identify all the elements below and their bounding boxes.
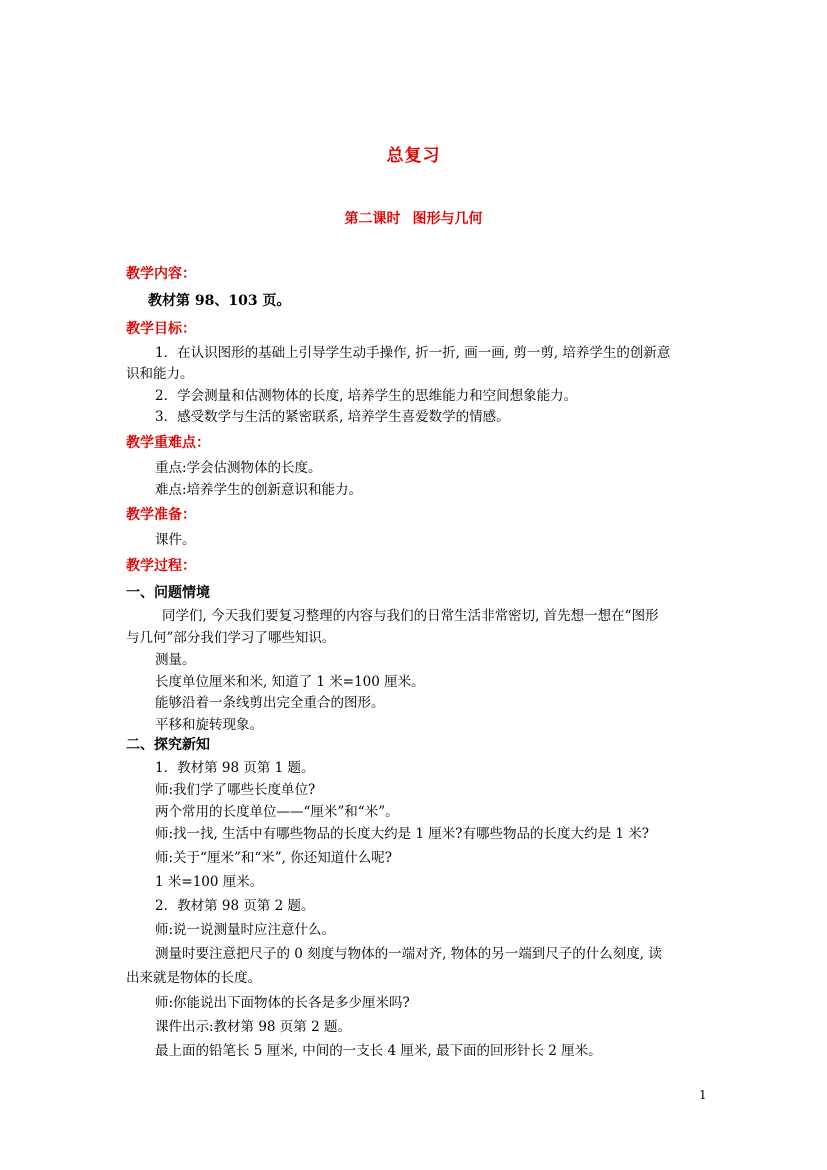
part2-line: 师:关于“厘米”和“米”, 你还知道什么呢? bbox=[155, 850, 392, 866]
part2-line: 师:你能说出下面物体的长各是多少厘米吗? bbox=[155, 995, 410, 1011]
content-heading: 教学内容： bbox=[126, 266, 196, 282]
part2-line: 师:找一找, 生活中有哪些物品的长度大约是 1 厘米?有哪些物品的长度大约是 1 米? bbox=[155, 826, 649, 842]
process-heading: 教学过程： bbox=[126, 558, 196, 574]
part1-line: 测量。 bbox=[155, 652, 196, 668]
part2-line: 最上面的铅笔长 5 厘米, 中间的一支长 4 厘米, 最下面的回形针长 2 厘米。 bbox=[155, 1043, 602, 1059]
part2-line: 师:说一说测量时应注意什么。 bbox=[155, 922, 336, 938]
document-title: 总复习 bbox=[386, 146, 441, 166]
part2-heading: 二、探究新知 bbox=[126, 737, 210, 753]
part2-line: 两个常用的长度单位——“厘米”和“米”。 bbox=[155, 804, 399, 820]
key-point: 重点:学会估测物体的长度。 bbox=[155, 460, 322, 476]
goals-heading: 教学目标： bbox=[126, 321, 196, 337]
lesson-number: 第二课时 bbox=[344, 211, 401, 227]
part1-line: 长度单位厘米和米, 知道了 1 米=100 厘米。 bbox=[155, 674, 425, 690]
part2-line: 1．教材第 98 页第 1 题。 bbox=[155, 760, 315, 776]
part2-line: 1 米=100 厘米。 bbox=[155, 874, 264, 890]
goal-line: 3．感受数学与生活的紧密联系, 培养学生喜爱数学的情感。 bbox=[155, 409, 510, 425]
part1-line: 同学们, 今天我们要复习整理的内容与我们的日常生活非常密切, 首先想一想在“图形 bbox=[162, 608, 659, 624]
prep-heading: 教学准备： bbox=[126, 507, 196, 523]
key-heading: 教学重难点： bbox=[126, 435, 210, 451]
goal-line: 1．在认识图形的基础上引导学生动手操作, 折一折, 画一画, 剪一剪, 培养学生的创新意 bbox=[155, 345, 671, 361]
part2-line: 2．教材第 98 页第 2 题。 bbox=[155, 898, 315, 914]
part1-line: 平移和旋转现象。 bbox=[155, 717, 263, 733]
lesson-subtitle bbox=[0, 208, 827, 228]
content-text: 教材第 98、103 页。 bbox=[148, 293, 291, 309]
prep-text: 课件。 bbox=[155, 532, 196, 548]
lesson-topic: 图形与几何 bbox=[412, 211, 483, 227]
part2-line: 出来就是物体的长度。 bbox=[126, 970, 261, 986]
part2-line: 课件出示:教材第 98 页第 2 题。 bbox=[155, 1019, 351, 1035]
part1-line: 与几何”部分我们学习了哪些知识。 bbox=[126, 630, 336, 646]
goal-line: 识和能力。 bbox=[126, 366, 194, 382]
page-number: 1 bbox=[699, 1088, 707, 1102]
part2-line: 测量时要注意把尺子的 0 刻度与物体的一端对齐, 物体的另一端到尺子的什么刻度, 读 bbox=[155, 946, 662, 962]
goal-line: 2．学会测量和估测物体的长度, 培养学生的思维能力和空间想象能力。 bbox=[155, 388, 578, 404]
part1-line: 能够沿着一条线剪出完全重合的图形。 bbox=[155, 695, 385, 711]
part2-line: 师:我们学了哪些长度单位? bbox=[155, 782, 316, 798]
key-point: 难点:培养学生的创新意识和能力。 bbox=[155, 482, 363, 498]
part1-heading: 一、问题情境 bbox=[126, 585, 210, 601]
